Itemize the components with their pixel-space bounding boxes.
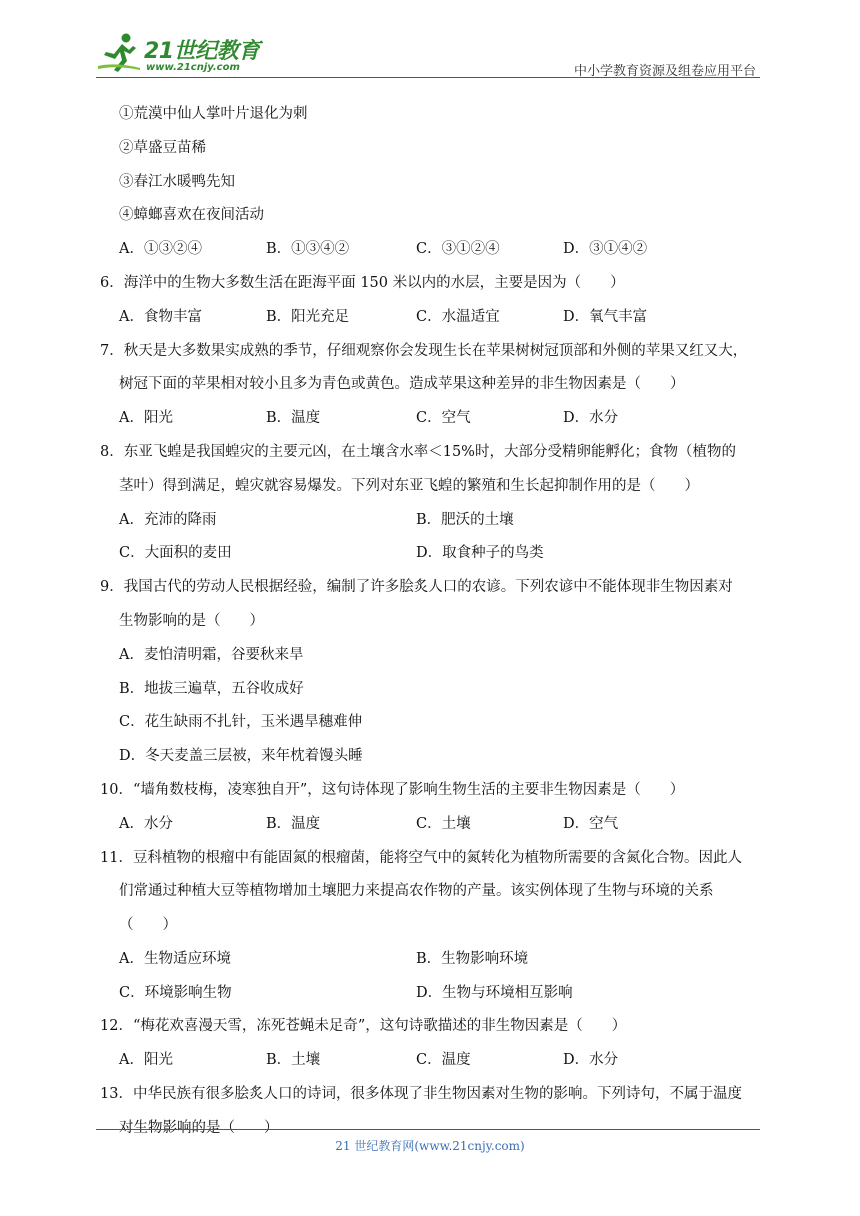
answer-option[interactable]: D．氧气丰富 xyxy=(563,309,648,325)
answer-option[interactable]: A．①③②④ xyxy=(119,241,202,257)
answer-option[interactable]: B．生物影响环境 xyxy=(416,951,529,967)
question-text: 13．中华民族有很多脍炙人口的诗词，很多体现了非生物因素对生物的影响。下列诗句，不属于温度 xyxy=(100,1086,742,1102)
answer-option[interactable]: C．水温适宜 xyxy=(416,309,500,325)
answer-option[interactable]: C．土壤 xyxy=(416,816,471,832)
question-text: 6．海洋中的生物大多数生活在距海平面 150 米以内的水层，主要是因为（ ） xyxy=(100,275,625,291)
answer-option[interactable]: C．温度 xyxy=(416,1052,471,1068)
statement-item: ④蟑螂喜欢在夜间活动 xyxy=(119,207,264,223)
answer-option[interactable]: B．温度 xyxy=(266,410,321,426)
footer-link[interactable]: 21 世纪教育网(www.21cnjy.com) xyxy=(335,1139,525,1153)
header-divider xyxy=(96,77,760,78)
running-figure-icon xyxy=(96,32,142,74)
question-text: 们常通过种植大豆等植物增加土壤肥力来提高农作物的产量。该实例体现了生物与环境的关系 xyxy=(119,883,714,899)
statement-item: ③春江水暖鸭先知 xyxy=(119,174,235,190)
question-text: 12．“梅花欢喜漫天雪，冻死苍蝇未足奇”，这句诗歌描述的非生物因素是（ ） xyxy=(100,1018,627,1034)
question-text: （ ） xyxy=(119,917,177,933)
answer-option[interactable]: C．大面积的麦田 xyxy=(119,545,232,561)
platform-name: 中小学教育资源及组卷应用平台 xyxy=(573,64,756,79)
statement-item: ①荒漠中仙人掌叶片退化为刺 xyxy=(119,106,308,122)
answer-option[interactable]: B．地拔三遍草，五谷收成好 xyxy=(119,681,304,697)
answer-option[interactable]: B．阳光充足 xyxy=(266,309,350,325)
answer-option[interactable]: D．冬天麦盖三层被，来年枕着馒头睡 xyxy=(119,748,363,764)
question-text: 9．我国古代的劳动人民根据经验，编制了许多脍炙人口的农谚。下列农谚中不能体现非生物因素对 xyxy=(100,579,733,595)
question-text: 生物影响的是（ ） xyxy=(119,613,264,629)
answer-option[interactable]: A．麦怕清明霜，谷要秋来旱 xyxy=(119,647,304,663)
answer-option[interactable]: A．食物丰富 xyxy=(119,309,202,325)
answer-option[interactable]: D．③①④② xyxy=(563,241,648,257)
question-text: 8．东亚飞蝗是我国蝗灾的主要元凶，在土壤含水率＜15%时，大部分受精卵能孵化；食物（植物的 xyxy=(100,444,736,460)
question-text: 11．豆科植物的根瘤中有能固氮的根瘤菌，能将空气中的氮转化为植物所需要的含氮化合物。因此人 xyxy=(100,850,742,866)
answer-option[interactable]: B．土壤 xyxy=(266,1052,321,1068)
logo-text: 21世纪教育 xyxy=(144,39,260,64)
answer-option[interactable]: C．空气 xyxy=(416,410,471,426)
question-text: 7．秋天是大多数果实成熟的季节，仔细观察你会发现生长在苹果树树冠顶部和外侧的苹果又红又大， xyxy=(100,343,748,359)
answer-option[interactable]: C．花生缺雨不扎针，玉米遇旱穗难伸 xyxy=(119,714,363,730)
answer-option[interactable]: D．生物与环境相互影响 xyxy=(416,985,573,1001)
answer-option[interactable]: C．③①②④ xyxy=(416,241,500,257)
answer-option[interactable]: D．取食种子的鸟类 xyxy=(416,545,544,561)
answer-option[interactable]: B．温度 xyxy=(266,816,321,832)
footer-divider xyxy=(96,1129,760,1130)
question-text: 茎叶）得到满足，蝗灾就容易爆发。下列对东亚飞蝗的繁殖和生长起抑制作用的是（ ） xyxy=(119,478,699,494)
answer-option[interactable]: A．水分 xyxy=(119,816,173,832)
question-text: 10．“墙角数枝梅，凌寒独自开”，这句诗体现了影响生物生活的主要非生物因素是（ ） xyxy=(100,782,685,798)
answer-option[interactable]: D．水分 xyxy=(563,410,619,426)
answer-option[interactable]: D．水分 xyxy=(563,1052,619,1068)
statement-item: ②草盛豆苗稀 xyxy=(119,140,206,156)
page-header xyxy=(96,28,760,78)
answer-option[interactable]: A．阳光 xyxy=(119,1052,173,1068)
answer-option[interactable]: B．肥沃的土壤 xyxy=(416,512,514,528)
question-text: 树冠下面的苹果相对较小且多为青色或黄色。造成苹果这种差异的非生物因素是（ ） xyxy=(119,376,685,392)
logo-url: www.21cnjy.com xyxy=(146,62,240,73)
answer-option[interactable]: C．环境影响生物 xyxy=(119,985,232,1001)
answer-option[interactable]: B．①③④② xyxy=(266,241,350,257)
answer-option[interactable]: A．生物适应环境 xyxy=(119,951,231,967)
answer-option[interactable]: D．空气 xyxy=(563,816,619,832)
answer-option[interactable]: A．充沛的降雨 xyxy=(119,512,217,528)
site-logo[interactable] xyxy=(96,28,266,78)
answer-option[interactable]: A．阳光 xyxy=(119,410,173,426)
question-text: 对生物影响的是（ ） xyxy=(119,1120,279,1136)
